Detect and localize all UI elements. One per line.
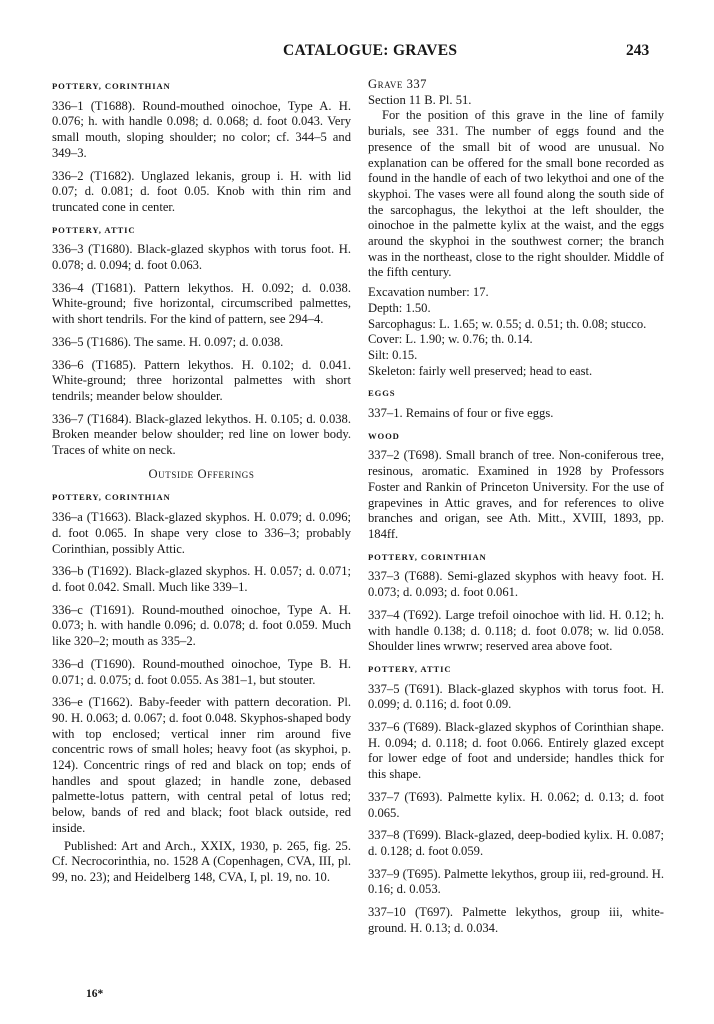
subsection-title: Outside Offerings xyxy=(148,466,255,481)
section-heading: POTTERY, ATTIC xyxy=(52,224,136,235)
section-heading: WOOD xyxy=(368,430,400,441)
catalogue-entry: 337–3 (T688). Semi-glazed skyphos with heavy foot. H. 0.073; d. 0.093; d. foot 0.061. xyxy=(368,569,664,600)
sarcophagus-dimensions: Sarcophagus: L. 1.65; w. 0.55; d. 0.51; th. 0.08; stucco. xyxy=(368,316,647,331)
catalogue-entry: 337–7 (T693). Palmette kylix. H. 0.062; d. 0.13; d. foot 0.065. xyxy=(368,789,664,820)
catalogue-entry: 336–d (T1690). Round-mouthed oinochoe, Type B. H. 0.071; d. 0.075; d. foot 0.055. As 381–1, but stouter. xyxy=(52,656,351,687)
catalogue-entry: 336–a (T1663). Black-glazed skyphos. H. 0.079; d. 0.096; d. foot 0.065. In shape very close to 336–3; probably Corinthian, possibly Attic. xyxy=(52,510,351,556)
catalogue-entry: 336–c (T1691). Round-mouthed oinochoe, Type A. H. 0.073; h. with handle 0.096; d. 0.078; d. foot 0.059. Much like 320–2; mouth as 335–2. xyxy=(52,602,351,649)
depth: Depth: 1.50. xyxy=(368,300,431,315)
section-heading: POTTERY, CORINTHIAN xyxy=(52,81,171,91)
catalogue-entry: 336–3 (T1680). Black-glazed skyphos with torus foot. H. 0.078; d. 0.094; d. foot 0.063. xyxy=(52,242,351,273)
running-header: CATALOGUE: GRAVES xyxy=(283,42,458,59)
page-number: 243 xyxy=(626,42,650,59)
catalogue-entry: 336–1 (T1688). Round-mouthed oinochoe, Type A. H. 0.076; h. with handle 0.098; d. 0.068; d. foot 0.043. Very small mouth, sloping shoulder; no color; cf. 344–5 and 349–3. xyxy=(52,98,351,160)
cover-dimensions: Cover: L. 1.90; w. 0.76; th. 0.14. xyxy=(368,332,533,347)
catalogue-entry: 336–6 (T1685). Pattern lekythos. H. 0.102; d. 0.041. White-ground; three horizontal palmettes with short tendrils; meander below shoulder. xyxy=(52,357,351,403)
catalogue-entry: 336–5 (T1686). The same. H. 0.097; d. 0.038. xyxy=(52,334,284,349)
left-column xyxy=(52,77,351,893)
catalogue-entry: 337–9 (T695). Palmette lekythos, group iii, red-ground. H. 0.16; d. 0.053. xyxy=(368,866,664,897)
section-reference: Section 11 B. Pl. 51. xyxy=(368,92,472,107)
catalogue-entry: 337–4 (T692). Large trefoil oinochoe with lid. H. 0.12; h. with handle 0.138; d. 0.118; d. foot 0.078; w. lid 0.058. Shoulder lines wrwrw; reserved area above foot. xyxy=(368,607,664,654)
section-heading: POTTERY, CORINTHIAN xyxy=(368,551,487,562)
catalogue-entry: 337–10 (T697). Palmette lekythos, group iii, white-ground. H. 0.13; d. 0.034. xyxy=(368,905,664,935)
grave-title: Grave 337 xyxy=(368,77,427,91)
catalogue-entry: 337–8 (T699). Black-glazed, deep-bodied kylix. H. 0.087; d. 0.128; d. foot 0.059. xyxy=(368,828,664,858)
catalogue-entry: 336–e (T1662). Baby-feeder with pattern decoration. Pl. 90. H. 0.063; d. 0.067; d. foot 0.048. Skyphos-shaped body with top enclosed; vertical inner rim around five concentric rows of small holes; heavy foot (as skyphoi, p. 124). Concentric rings of red and black on top; ends of handles and spout glazed; in handle zone, debased palmette-lotus pattern, with central petal of lotus red; below, bands of red and black; foot black outside, red inside. xyxy=(52,695,351,835)
catalogue-entry: 336–2 (T1682). Unglazed lekanis, group i. H. with lid 0.07; d. 0.081; d. foot 0.05. Knob with thin rim and truncated cone in center. xyxy=(52,168,351,214)
catalogue-entry: 337–1. Remains of four or five eggs. xyxy=(368,406,554,421)
section-heading: POTTERY, CORINTHIAN xyxy=(52,492,171,503)
excavation-number: Excavation number: 17. xyxy=(368,285,489,300)
right-column xyxy=(368,77,664,943)
section-heading: EGGS xyxy=(368,388,396,399)
published-note: Published: Art and Arch., XXIX, 1930, p. 265, fig. 25. Cf. Necrocorinthia, no. 1528 A (Copenhagen, CVA, III, pl. 99, no. 23); and Heidelberg 148, CVA, I, pl. 19, no. 10. xyxy=(52,838,351,884)
skeleton: Skeleton: fairly well preserved; head to east. xyxy=(368,363,593,378)
grave-description: For the position of this grave in the line of family burials, see 331. The number of eggs found and the presence of the small bit of wood are unusual. No explanation can be offered for the small bone recorded as found in the handle of each of two lekythoi and one of the skyphoi. The vases were all found along the south side of the sarcophagus, the lekythoi at the left shoulder, the oinochoe in the palmette kylix at the waist, and the eggs around the skyphoi in the southwest corner; the branch was in the northeast, close to the right shoulder. Middle of the fifth century. xyxy=(368,108,664,280)
catalogue-entry: 337–5 (T691). Black-glazed skyphos with torus foot. H. 0.099; d. 0.116; d. foot 0.09. xyxy=(368,681,664,712)
catalogue-entry: 336–b (T1692). Black-glazed skyphos. H. 0.057; d. 0.071; d. foot 0.042. Small. Much like 339–1. xyxy=(52,564,351,594)
silt: Silt: 0.15. xyxy=(368,347,418,362)
catalogue-entry: 337–6 (T689). Black-glazed skyphos of Corinthian shape. H. 0.094; d. 0.118; d. foot 0.066. Entirely glazed except for lower edge of foot and underside; handles thick for this shape. xyxy=(368,720,664,782)
catalogue-entry: 337–2 (T698). Small branch of tree. Non-coniferous tree, resinous, aromatic. Examined in 1928 by Professors Foster and Rankin of Princeton University. For the use of grapevines in Attic graves, and for references to olive branches and origan, see Ath. Mitt., XVIII, 1893, pp. 184ff. xyxy=(368,448,664,541)
signature-mark: 16* xyxy=(86,988,104,1000)
section-heading: POTTERY, ATTIC xyxy=(368,663,452,674)
catalogue-entry: 336–7 (T1684). Black-glazed lekythos. H. 0.105; d. 0.038. Broken meander below shoulder; red line on lower body. Traces of white on neck. xyxy=(52,411,351,458)
catalogue-entry: 336–4 (T1681). Pattern lekythos. H. 0.092; d. 0.038. White-ground; five horizontal, circumscribed palmettes, with short tendrils. For the kind of pattern, see 294–4. xyxy=(52,280,351,327)
